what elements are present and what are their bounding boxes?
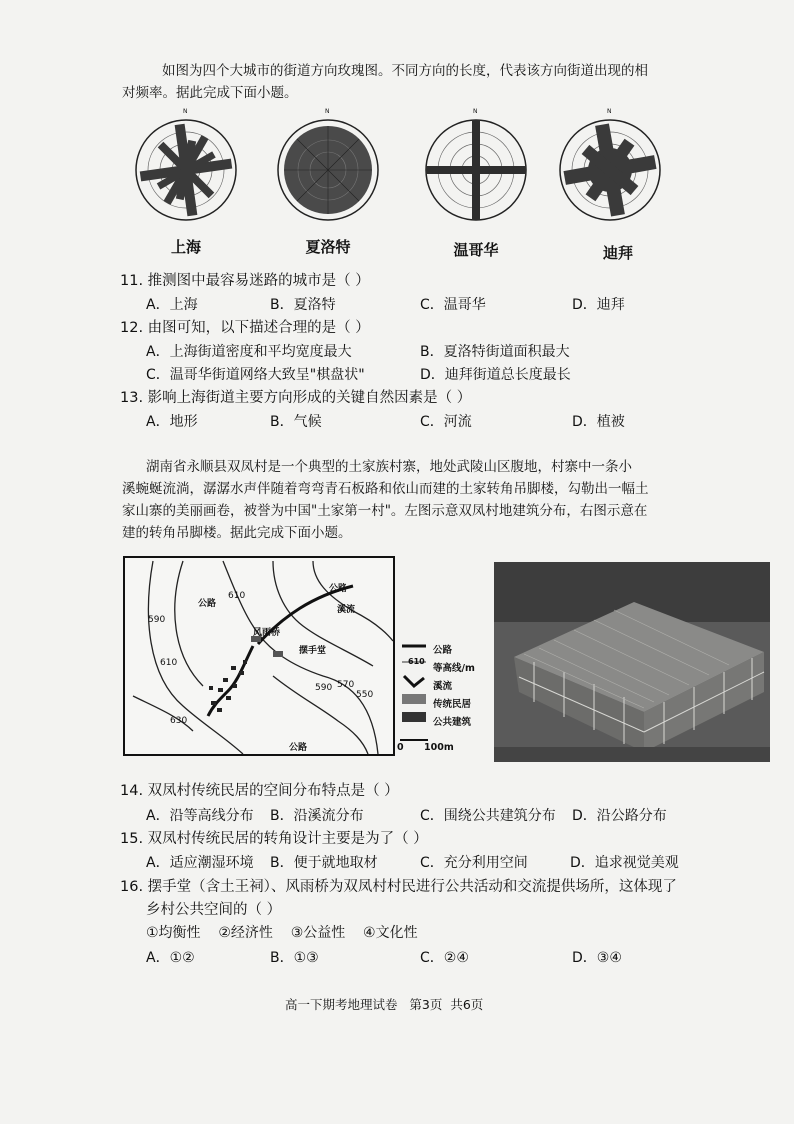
compass-n-2: N	[325, 108, 330, 115]
q12-stem: 12. 由图可知，以下描述合理的是（ ）	[120, 320, 370, 336]
q15-option-b[interactable]: B．便于就地取材	[270, 855, 378, 871]
map-label-bridge: 风雨桥	[253, 628, 281, 638]
legend-stream: 溪流	[433, 681, 453, 692]
rose-label-shanghai: 上海	[170, 238, 201, 256]
compass-n-3: N	[473, 108, 478, 115]
q11-option-d[interactable]: D．迪拜	[572, 297, 625, 313]
q16-option-b[interactable]: B．①③	[270, 950, 319, 966]
rose-charlotte	[278, 120, 378, 220]
q11-option-c[interactable]: C．温哥华	[420, 297, 486, 313]
compass-n-4: N	[607, 108, 612, 115]
contour-590-a: 590	[148, 615, 166, 625]
intro2-line1: 湖南省永顺县双凤村是一个典型的土家族村寨，地处武陵山区腹地，村寨中一条小	[146, 459, 632, 475]
q15-option-d[interactable]: D．追求视觉美观	[570, 855, 679, 871]
rose-label-vancouver: 温哥华	[453, 241, 499, 259]
compass-n-1: N	[183, 108, 188, 115]
contour-550: 550	[356, 690, 374, 700]
q14-stem: 14. 双凤村传统民居的空间分布特点是（ ）	[120, 783, 399, 799]
rose-dubai	[560, 120, 660, 220]
intro2-line4: 建的转角吊脚楼。据此完成下面小题。	[122, 525, 352, 541]
map-label-road-2: 公路	[329, 584, 348, 594]
rose-shanghai	[136, 120, 236, 220]
intro2-line3: 家山寨的美丽画卷，被誉为中国"土家第一村"。左图示意双凤村地建筑分布，右图示意在	[122, 503, 648, 519]
q14-option-d[interactable]: D．沿公路分布	[572, 808, 667, 824]
intro2-line2: 溪蜿蜒流淌，潺潺水声伴随着弯弯青石板路和依山而建的土家转角吊脚楼，勾勒出一幅土	[122, 481, 649, 497]
scale-zero: 0	[397, 742, 404, 753]
q16-option-c[interactable]: C．②④	[420, 950, 469, 966]
q13-option-a[interactable]: A．地形	[146, 414, 198, 430]
q12-option-c[interactable]: C．温哥华街道网络大致呈"棋盘状"	[146, 367, 365, 383]
q16-option-a[interactable]: A．①②	[146, 950, 195, 966]
q15-option-c[interactable]: C．充分利用空间	[420, 855, 528, 871]
q16-option-d[interactable]: D．③④	[572, 950, 622, 966]
q12-option-a[interactable]: A．上海街道密度和平均宽度最大	[146, 344, 352, 360]
map-label-road-3: 公路	[289, 743, 308, 753]
q13-option-d[interactable]: D．植被	[572, 414, 625, 430]
legend-road: 公路	[433, 645, 453, 656]
legend-contour-value: 610	[408, 657, 425, 666]
q11-option-b[interactable]: B．夏洛特	[270, 297, 336, 313]
rose-label-dubai: 迪拜	[602, 244, 633, 262]
contour-610-a: 610	[228, 591, 246, 601]
contour-590-b: 590	[315, 683, 333, 693]
street-rose-diagrams	[128, 110, 668, 230]
q14-option-b[interactable]: B．沿溪流分布	[270, 808, 364, 824]
map-label-hall: 摆手堂	[299, 646, 327, 656]
q16-items: ①均衡性 ②经济性 ③公益性 ④文化性	[146, 925, 418, 941]
intro1-line2: 对频率。据此完成下面小题。	[122, 85, 298, 101]
contour-610-b: 610	[160, 658, 178, 668]
q13-option-c[interactable]: C．河流	[420, 414, 472, 430]
map-label-stream: 溪流	[337, 605, 356, 615]
stilt-house-photo	[494, 562, 770, 762]
intro1-line1: 如图为四个大城市的街道方向玫瑰图。不同方向的长度，代表该方向街道出现的相	[162, 63, 648, 79]
q12-option-d[interactable]: D．迪拜街道总长度最长	[420, 367, 571, 383]
legend-house: 传统民居	[433, 699, 472, 710]
rose-label-charlotte: 夏洛特	[305, 238, 351, 256]
map-label-road-1: 公路	[198, 599, 217, 609]
legend-contour: 等高线/m	[433, 663, 475, 674]
q11-stem: 11. 推测图中最容易迷路的城市是（ ）	[120, 273, 370, 289]
legend-public: 公共建筑	[433, 717, 472, 728]
q12-option-b[interactable]: B．夏洛特街道面积最大	[420, 344, 570, 360]
q16-stem-line2: 乡村公共空间的（ ）	[146, 902, 282, 918]
q11-option-a[interactable]: A．上海	[146, 297, 198, 313]
q13-stem: 13. 影响上海街道主要方向形成的关键自然因素是（ ）	[120, 390, 472, 406]
village-map	[123, 556, 395, 756]
q15-option-a[interactable]: A．适应潮湿环境	[146, 855, 254, 871]
q16-stem-line1: 16. 摆手堂（含土王祠）、风雨桥为双凤村村民进行公共活动和交流提供场所，这体现了	[120, 879, 677, 895]
rose-vancouver	[426, 120, 526, 220]
q14-option-c[interactable]: C．围绕公共建筑分布	[420, 808, 556, 824]
page-footer: 高一下期考地理试卷 第3页 共6页	[285, 997, 484, 1012]
contour-630: 630	[170, 716, 188, 726]
contour-570: 570	[337, 680, 355, 690]
scale-100m: 100m	[424, 742, 454, 753]
q13-option-b[interactable]: B．气候	[270, 414, 322, 430]
q14-option-a[interactable]: A．沿等高线分布	[146, 808, 254, 824]
q15-stem: 15. 双凤村传统民居的转角设计主要是为了（ ）	[120, 831, 428, 847]
